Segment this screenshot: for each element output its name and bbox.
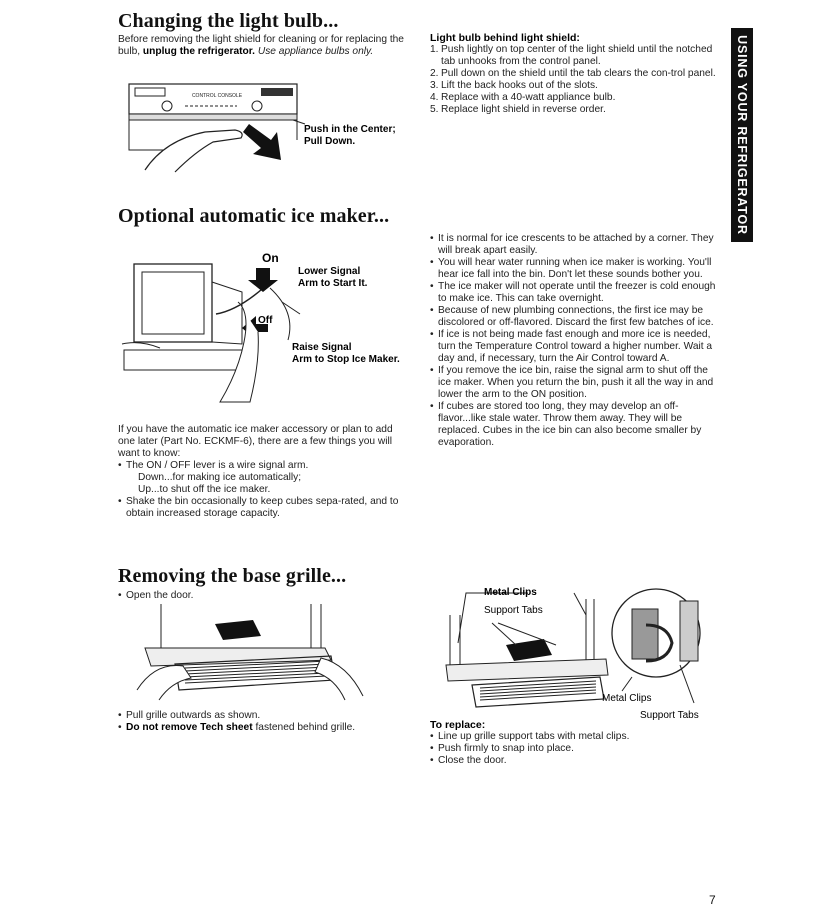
ice-maker-left-text: [118, 424, 410, 520]
grille-removal-steps: [118, 710, 410, 734]
push-center-label: Push in the Center;: [304, 124, 396, 135]
down-line: Down...for making ice automatically;: [138, 472, 302, 483]
light-bulb-title: Changing the light bulb...: [118, 10, 339, 32]
replace-heading: To replace:: [430, 719, 486, 731]
list-item: • It is normal for ice crescents to be attached by a corner. They will break apart easily.: [430, 233, 722, 257]
svg-text:CONTROL CONSOLE: CONTROL CONSOLE: [191, 93, 243, 99]
unplug-warning: unplug the refrigerator.: [142, 46, 255, 57]
replace-instructions: [430, 719, 722, 767]
list-item: • Line up grille support tabs with metal clips.: [430, 731, 722, 743]
light-shield-instructions: [430, 32, 722, 116]
list-item: 4. Replace with a 40-watt appliance bulb.: [430, 92, 616, 103]
list-item: • Open the door.: [118, 590, 398, 602]
grille-replace-illustration: [436, 585, 716, 710]
list-item: • If cubes are stored too long, they may develop an off-flavor...like stale water. Throw them away. They will be replaced. Cubes in the ice bin can also become smaller by evaporation.: [430, 401, 722, 449]
list-item: • You will hear water running when ice maker is working. You'll hear ice fall into the bin. Don't let these sounds bother you.: [430, 257, 722, 281]
list-item: • Push firmly to snap into place.: [430, 743, 722, 755]
light-shield-heading: Light bulb behind light shield:: [430, 32, 580, 44]
list-item: • The ON / OFF lever is a wire signal arm.: [118, 460, 410, 472]
up-line: Up...to shut off the ice maker.: [138, 484, 271, 495]
support-tabs-label-top: Support Tabs: [484, 605, 543, 616]
stop-label: Arm to Stop Ice Maker.: [292, 354, 400, 365]
list-item: 1. Push lightly on top center of the light shield until the notched tab unhooks from the control panel.: [430, 44, 713, 67]
list-item: • If you remove the ice bin, raise the signal arm to shut off the ice maker. When you return the bin, push it all the way in and lower the arm to the ON position.: [430, 365, 722, 401]
list-item: 2. Pull down on the shield until the tab clears the con-trol panel.: [430, 68, 716, 79]
list-item: • Pull grille outwards as shown.: [118, 710, 410, 722]
section-side-tab: [731, 28, 753, 242]
list-item: 5. Replace light shield in reverse order.: [430, 104, 606, 115]
ice-maker-illustration: [120, 252, 300, 402]
bulb-note: Use appliance bulbs only.: [255, 46, 374, 57]
list-item: • Do not remove Tech sheet fastened behind grille.: [118, 722, 410, 734]
support-tabs-label-bottom: Support Tabs: [640, 710, 699, 721]
metal-clips-label-bottom: Metal Clips: [602, 693, 652, 704]
on-label: On: [262, 251, 279, 265]
grille-removal-illustration: [135, 600, 365, 705]
list-item: 3. Lift the back hooks out of the slots.: [430, 80, 598, 91]
metal-clips-label-top: Metal Clips: [484, 587, 537, 598]
off-label: Off: [258, 315, 273, 326]
start-label: Arm to Start It.: [298, 278, 368, 289]
ice-maker-intro: If you have the automatic ice maker accessory or plan to add one later (Part No. ECKMF-6), there are a few things you will want to know:: [118, 424, 393, 459]
list-item: • If ice is not being made fast enough and more ice is needed, turn the Temperature Control toward a higher number. Wait a day and, if necessary, turn the Air Control toward A.: [430, 329, 722, 365]
list-item: • Shake the bin occasionally to keep cubes sepa-rated, and to obtain increased storage capacity.: [118, 496, 410, 520]
side-tab-label: USING YOUR REFRIGERATOR: [735, 35, 749, 235]
base-grille-title: Removing the base grille...: [118, 565, 347, 587]
tech-sheet-warning: Do not remove Tech sheet: [126, 722, 253, 733]
ice-maker-notes: [430, 233, 722, 449]
light-bulb-intro: [118, 34, 410, 58]
lower-signal-label: Lower Signal: [298, 266, 361, 277]
pull-down-label: Pull Down.: [304, 136, 356, 147]
list-item: • Close the door.: [430, 755, 722, 767]
list-item: • Because of new plumbing connections, the first ice may be discolored or off-flavored. Discard the first few batches of ice.: [430, 305, 722, 329]
page-number: 7: [709, 893, 716, 907]
light-shield-steps: [430, 44, 722, 116]
ice-maker-title: Optional automatic ice maker...: [118, 205, 390, 227]
intro-text: Before removing the light shield for cleaning or for replacing the bulb,: [118, 34, 404, 57]
list-item: • The ice maker will not operate until the freezer is cold enough to make ice. This can take overnight.: [430, 281, 722, 305]
raise-signal-label: Raise Signal: [292, 342, 352, 353]
light-bulb-illustration: [125, 80, 305, 180]
